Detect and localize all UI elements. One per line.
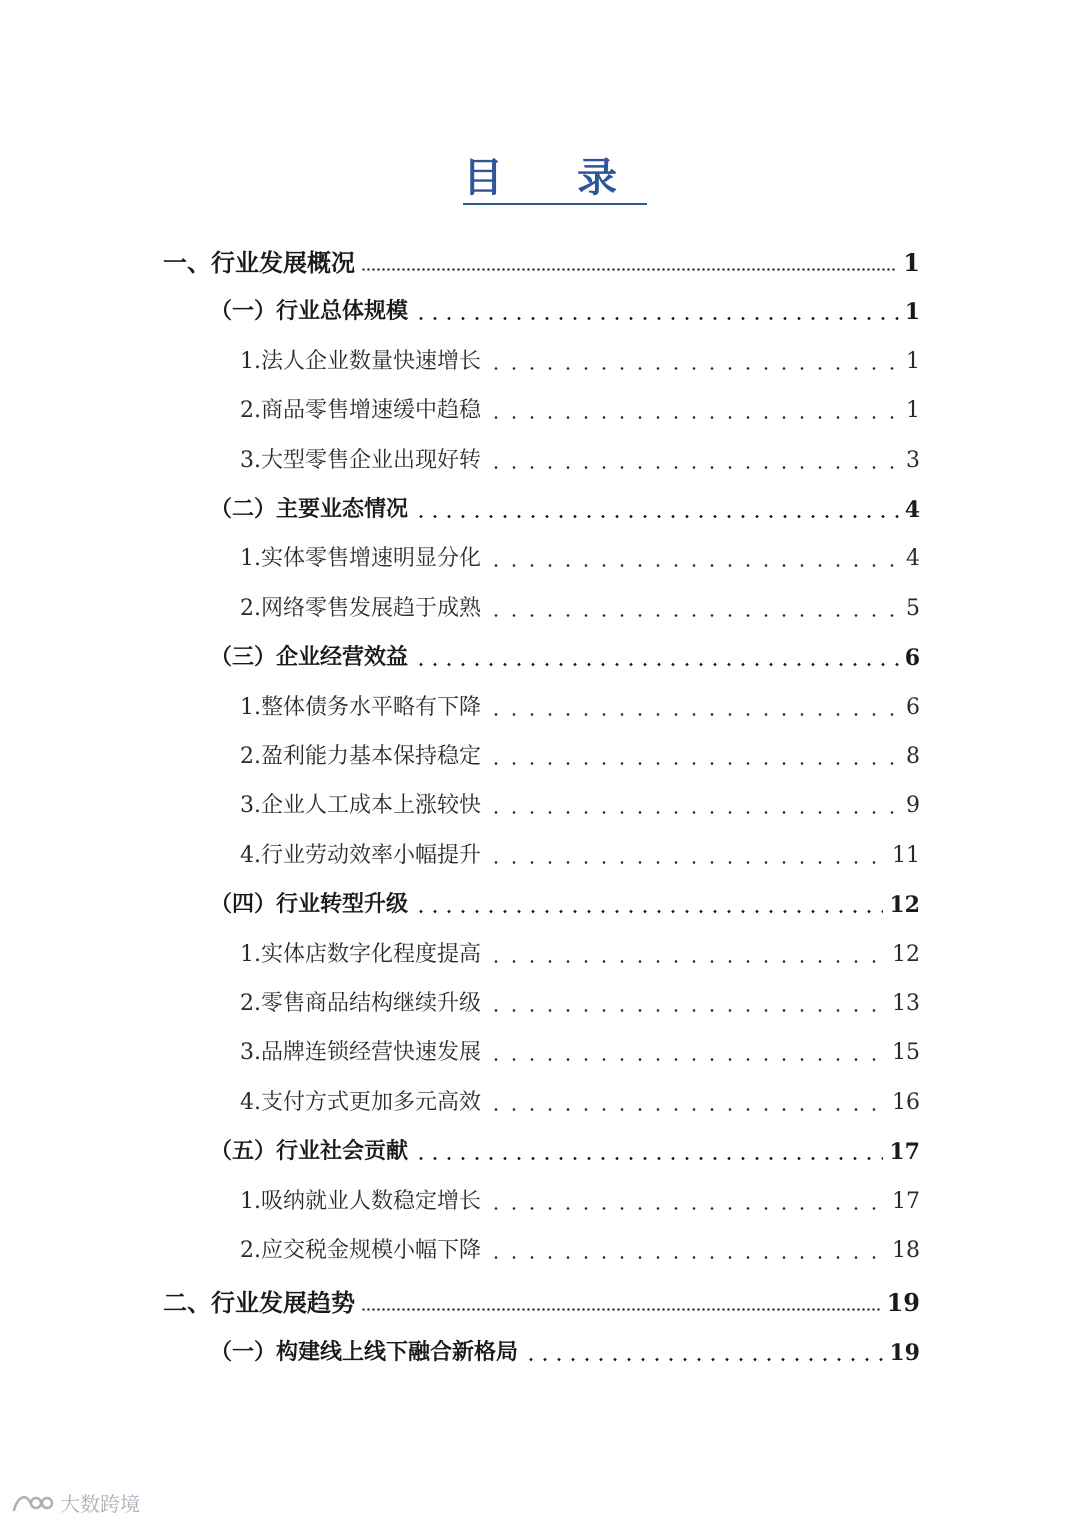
toc-entry-label: 2.应交税金规模小幅下降 [240, 1238, 481, 1263]
toc-entry-page-number: 9 [906, 793, 920, 818]
dot-leader [414, 1135, 883, 1169]
toc-entry-label: 3.大型零售企业出现好转 [240, 448, 481, 473]
toc-entry-label: 一、行业发展概况 [163, 249, 355, 277]
toc-entry-page-number: 1 [903, 248, 920, 277]
toc-entry-page-number: 15 [892, 1040, 920, 1065]
toc-entry-page-number: 19 [889, 1340, 920, 1366]
toc-entry-page-number: 18 [892, 1238, 920, 1263]
toc-entry-label: （四）行业转型升级 [210, 892, 409, 917]
toc-entry-level-2[interactable] [210, 1336, 920, 1370]
toc-entry-level-3[interactable] [240, 1234, 920, 1268]
toc-entry-level-3[interactable] [240, 542, 920, 576]
dot-leader [487, 987, 886, 1021]
toc-entry-level-2[interactable] [210, 641, 920, 675]
toc-entry-label: 2.网络零售发展趋于成熟 [240, 596, 481, 621]
dot-leader [487, 444, 900, 478]
toc-entry-label: 1.吸纳就业人数稳定增长 [240, 1189, 481, 1214]
toc-entry-page-number: 6 [904, 645, 920, 671]
dot-leader [487, 839, 886, 873]
toc-entry-label: 2.零售商品结构继续升级 [240, 991, 481, 1016]
toc-entry-level-3[interactable] [240, 394, 920, 428]
toc-entry-page-number: 4 [904, 497, 920, 523]
toc-entry-page-number: 19 [886, 1288, 920, 1317]
dot-leader [414, 888, 883, 922]
toc-entry-level-3[interactable] [240, 789, 920, 823]
toc-entry-level-3[interactable] [240, 691, 920, 725]
toc-entry-level-3[interactable] [240, 592, 920, 626]
dot-leader [487, 740, 900, 774]
toc-entry-level-3[interactable] [240, 839, 920, 873]
toc-entry-label: 1.实体店数字化程度提高 [240, 942, 481, 967]
dot-leader [361, 1286, 881, 1320]
toc-entry-label: 2.商品零售增速缓中趋稳 [240, 398, 481, 423]
dot-leader [487, 938, 886, 972]
dot-leader [487, 691, 900, 725]
toc-title-text: 目 录 [463, 155, 647, 205]
toc-entry-level-3[interactable] [240, 345, 920, 379]
dot-leader [414, 641, 899, 675]
toc-entry-page-number: 12 [889, 892, 920, 918]
dot-leader [487, 1185, 886, 1219]
dot-leader [524, 1336, 883, 1370]
toc-entry-label: 4.行业劳动效率小幅提升 [240, 843, 481, 868]
toc-entry-label: （五）行业社会贡献 [210, 1139, 409, 1164]
toc-entry-page-number: 12 [892, 942, 920, 967]
toc-entry-label: （一）行业总体规模 [210, 299, 409, 324]
toc-entry-page-number: 1 [906, 349, 920, 374]
toc-entry-label: 1.法人企业数量快速增长 [240, 349, 481, 374]
toc-entry-label: （二）主要业态情况 [210, 497, 409, 522]
dot-leader [414, 493, 899, 527]
toc-entry-page-number: 13 [892, 991, 920, 1016]
toc-entry-level-3[interactable] [240, 938, 920, 972]
toc-entry-level-3[interactable] [240, 444, 920, 478]
toc-entry-page-number: 1 [904, 299, 920, 325]
dot-leader [487, 592, 900, 626]
toc-entry-page-number: 16 [892, 1090, 920, 1115]
toc-entry-label: （三）企业经营效益 [210, 645, 409, 670]
toc-entry-level-3[interactable] [240, 740, 920, 774]
dot-leader [487, 1086, 886, 1120]
toc-entry-page-number: 11 [892, 843, 920, 868]
toc-entry-level-3[interactable] [240, 1036, 920, 1070]
watermark-text: 大数跨境 [60, 1492, 140, 1516]
dot-leader [487, 345, 900, 379]
toc-entry-label: 4.支付方式更加多元高效 [240, 1090, 481, 1115]
dot-leader [487, 1234, 886, 1268]
toc-entry-page-number: 8 [906, 744, 920, 769]
dot-leader [414, 295, 899, 329]
dot-leader [487, 789, 900, 823]
toc-entry-label: 3.企业人工成本上涨较快 [240, 793, 481, 818]
dot-leader [487, 394, 900, 428]
toc-entry-label: 2.盈利能力基本保持稳定 [240, 744, 481, 769]
watermark [10, 1488, 140, 1517]
toc-entry-page-number: 4 [906, 546, 920, 571]
toc-entry-page-number: 17 [892, 1189, 920, 1214]
toc-entry-label: （一）构建线上线下融合新格局 [210, 1340, 519, 1365]
dot-leader [487, 1036, 886, 1070]
toc-entry-level-2[interactable] [210, 295, 920, 329]
toc-entry-level-2[interactable] [210, 493, 920, 527]
brand-logo-icon [10, 1490, 54, 1516]
toc-entry-label: 1.实体零售增速明显分化 [240, 546, 481, 571]
toc-entry-label: 二、行业发展趋势 [163, 1289, 355, 1317]
toc-entry-page-number: 5 [906, 596, 920, 621]
toc-entry-level-3[interactable] [240, 1185, 920, 1219]
toc-entry-level-1[interactable] [163, 1286, 920, 1320]
toc-entry-level-2[interactable] [210, 1135, 920, 1169]
toc-entry-page-number: 17 [889, 1139, 920, 1165]
toc-entry-page-number: 6 [906, 695, 920, 720]
toc-entry-level-3[interactable] [240, 987, 920, 1021]
toc-entry-page-number: 3 [906, 448, 920, 473]
dot-leader [487, 542, 900, 576]
toc-entry-page-number: 1 [906, 398, 920, 423]
toc-entry-label: 3.品牌连锁经营快速发展 [240, 1040, 481, 1065]
toc-entry-label: 1.整体债务水平略有下降 [240, 695, 481, 720]
toc-entry-level-1[interactable] [163, 246, 920, 280]
dot-leader [361, 246, 897, 280]
toc-entry-level-2[interactable] [210, 888, 920, 922]
toc-entry-level-3[interactable] [240, 1086, 920, 1120]
